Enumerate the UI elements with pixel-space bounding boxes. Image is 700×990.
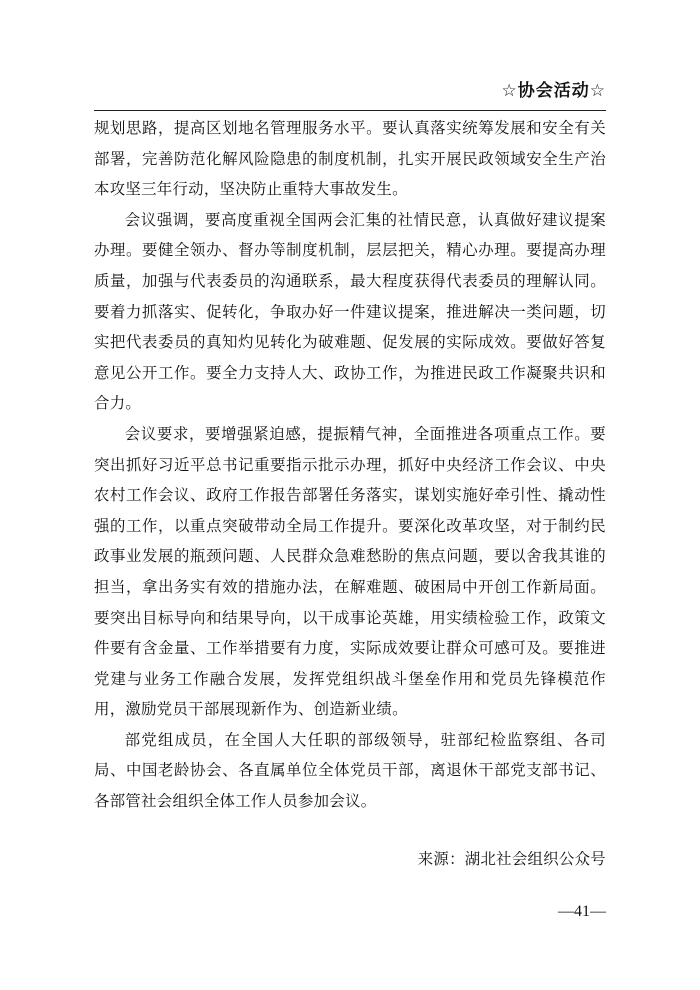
article-body [94, 113, 606, 817]
paragraph: 部党组成员，在全国人大任职的部级领导，驻部纪检监察组、各司局、中国老龄协会、各直属单位全体党员干部，离退休干部党支部书记、各部管社会组织全体工作人员参加会议。 [94, 730, 606, 811]
paragraph: 会议要求，要增强紧迫感，提振精气神，全面推进各项重点工作。要突出抓好习近平总书记重要指示批示办理，抓好中央经济工作会议、中央农村工作会议、政府工作报告部署任务落实，谋划实施好牵引性、撬动性强的工作，以重点突破带动全局工作提升。要深化改革攻坚，对于制约民政事业发展的瓶颈问题、人民群众急难愁盼的焦点问题，要以舍我其谁的担当，拿出务实有效的措施办法，在解难题、破困局中开创工作新局面。要突出目标导向和结果导向，以干成事论英雄，用实绩检验工作，政策文件要有含金量、工作举措要有力度，实际成效要让群众可感可及。要推进党建与业务工作融合发展，发挥党组织战斗堡垒作用和党员先锋模范作用，激励党员干部展现新作为、创造新业绩。 [94, 424, 606, 719]
page-number: —41— [558, 903, 606, 920]
section-title: ☆协会活动☆ [501, 81, 606, 101]
paragraph: 会议强调，要高度重视全国两会汇集的社情民意，认真做好建议提案办理。要健全领办、督办等制度机制，层层把关，精心办理。要提高办理质量，加强与代表委员的沟通联系，最大程度获得代表委员的理解认同。要着力抓落实、促转化，争取办好一件建议提案，推进解决一类问题，切实把代表委员的真知灼见转化为破难题、促发展的实际成效。要做好答复意见公开工作。要全力支持人大、政协工作，为推进民政工作凝聚共识和合力。 [94, 210, 606, 413]
source-attribution: 来源：湖北社会组织公众号 [417, 850, 606, 868]
section-header [94, 78, 606, 111]
paragraph-continued: 规划思路，提高区划地名管理服务水平。要认真落实统筹发展和安全有关部署，完善防范化解风险隐患的制度机制，扎实开展民政领域安全生产治本攻坚三年行动，坚决防止重特大事故发生。 [94, 119, 606, 199]
